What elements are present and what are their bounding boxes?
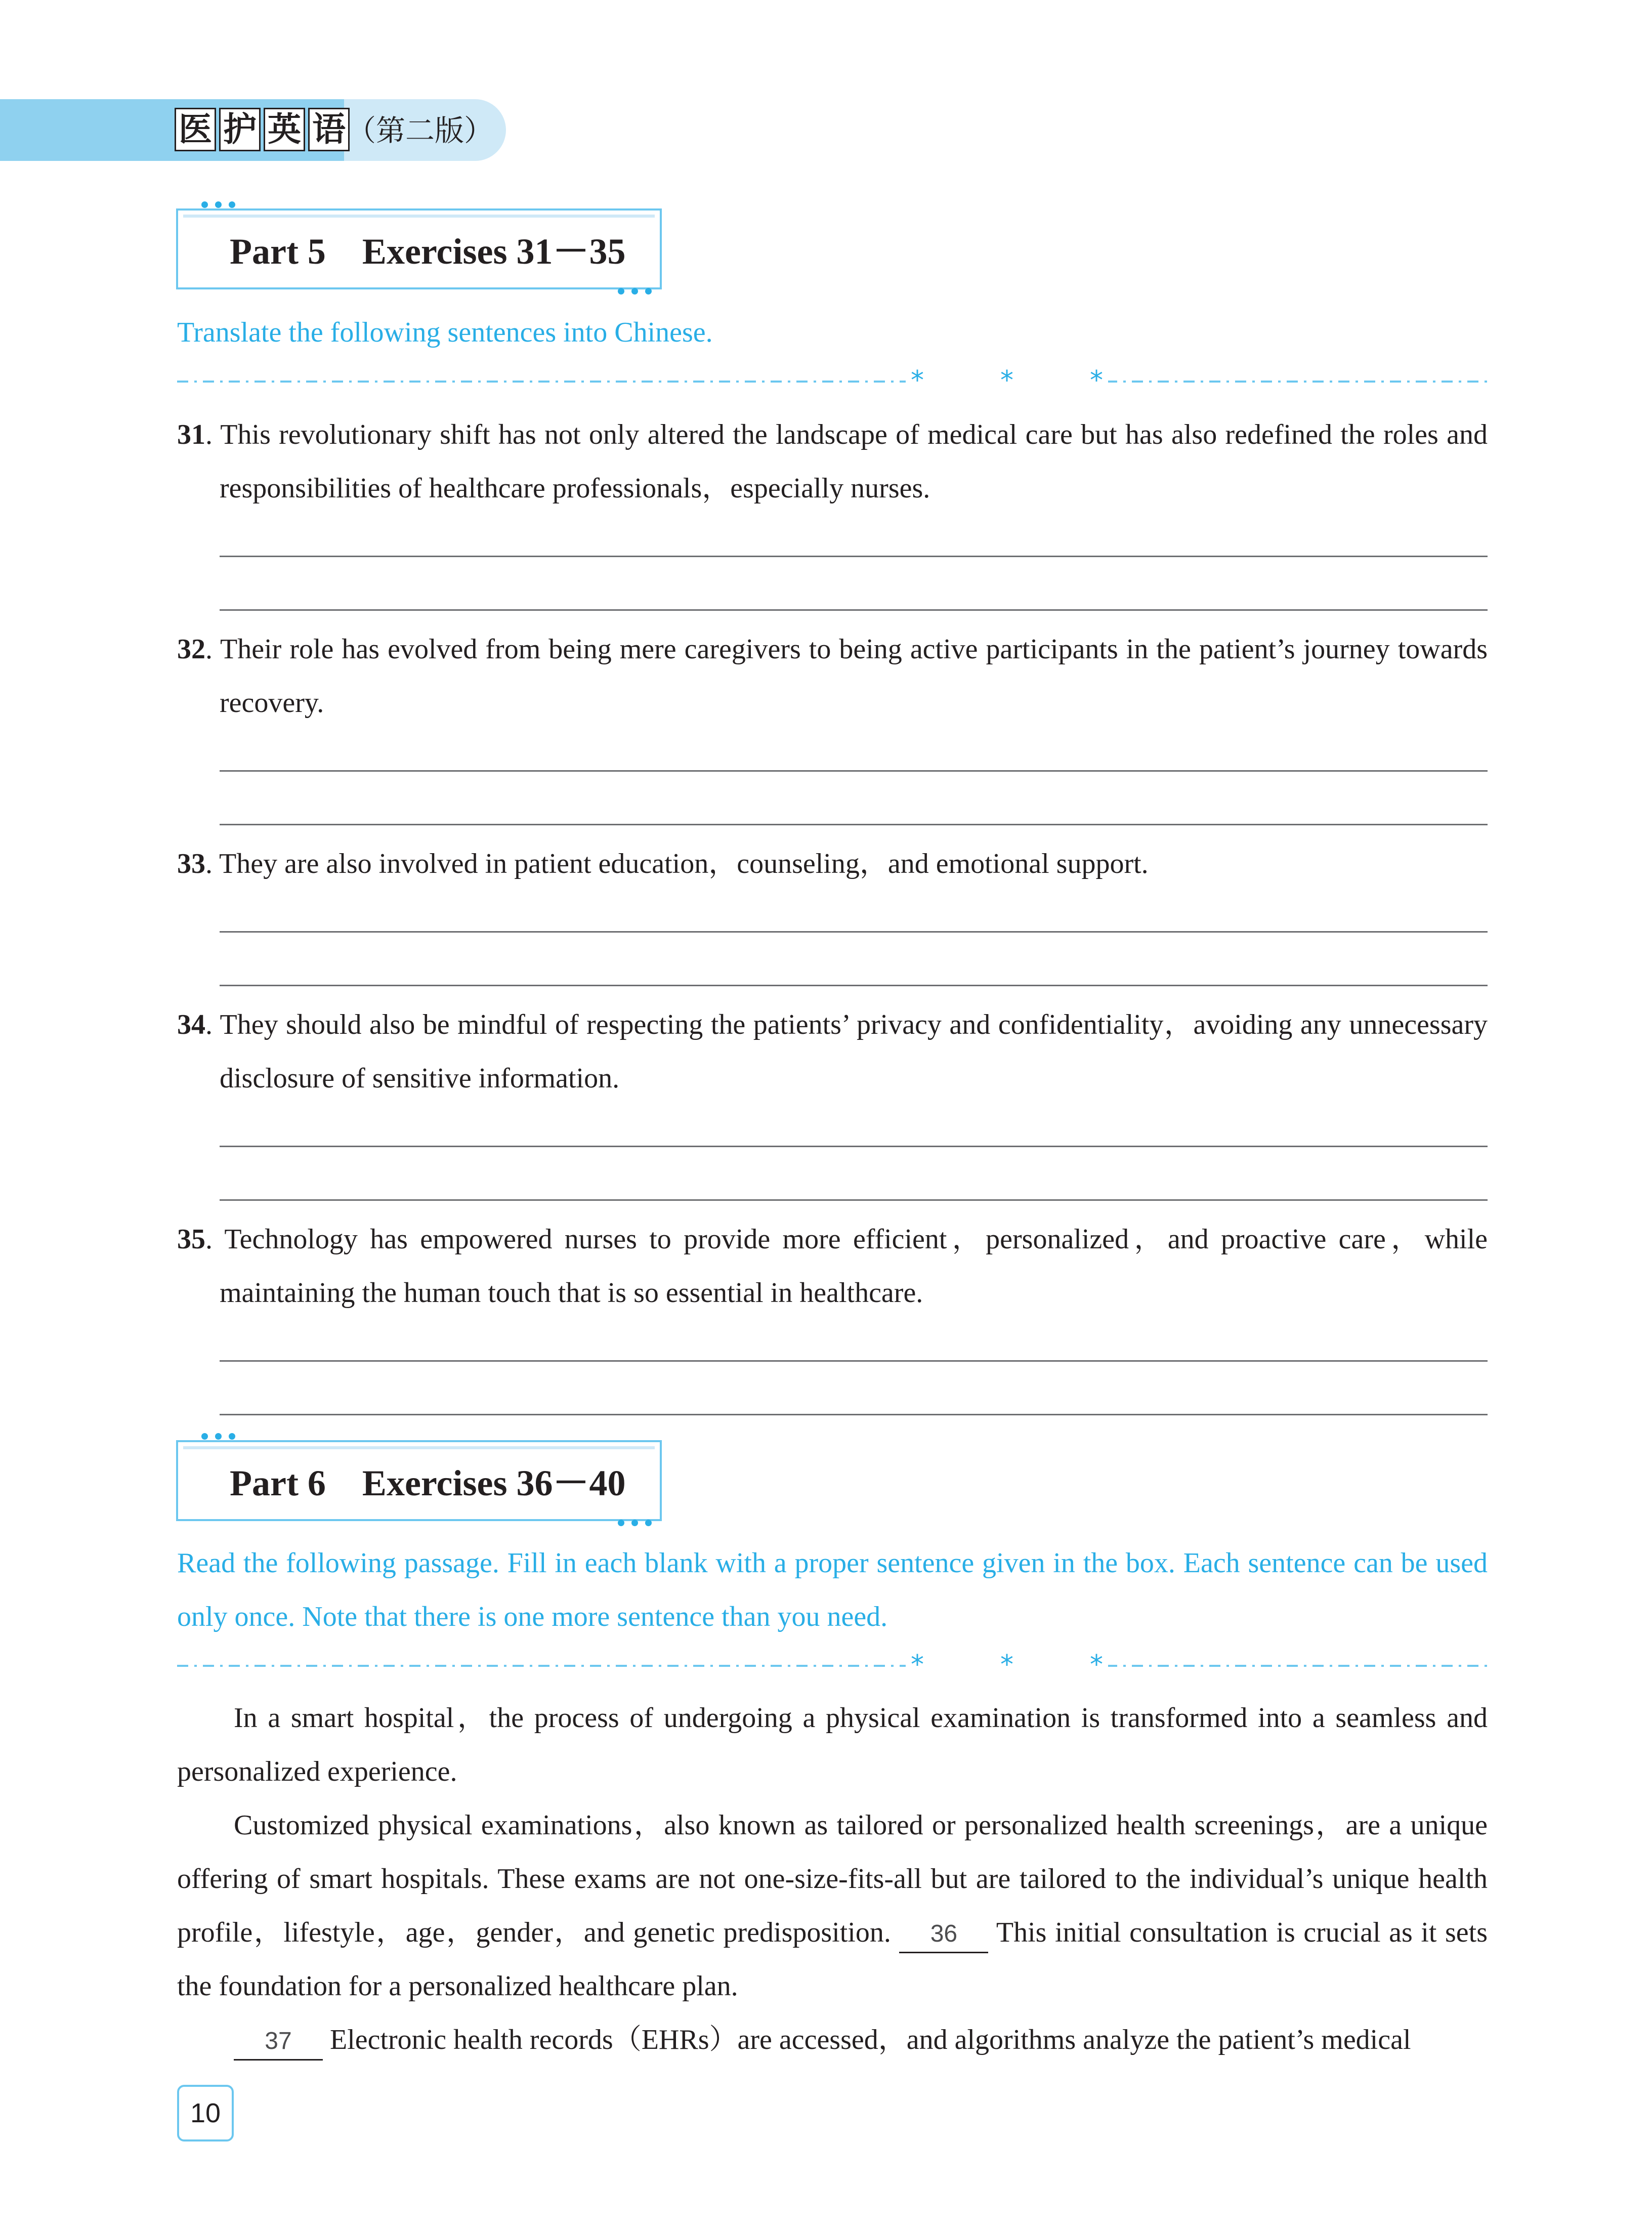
- question-number: 32: [177, 634, 205, 665]
- star-icon: *: [1000, 1650, 1013, 1680]
- star-icon: *: [911, 1650, 924, 1680]
- question-text: Technology has empowered nurses to provide more efficient，personalized，and proactive care，while maintaining the human touch that is so essential in healthcare.: [220, 1224, 1488, 1309]
- star-icon: *: [1000, 365, 1013, 396]
- answer-line[interactable]: [220, 1414, 1488, 1415]
- decor-dots: [618, 288, 652, 295]
- answer-line[interactable]: [220, 931, 1488, 933]
- question-text: This revolutionary shift has not only altered the landscape of medical care but has also redefined the roles and responsibilities of healthcare professionals，especially nurses.: [220, 419, 1488, 504]
- part5-title: Part 5 Exercises 31－35: [230, 231, 626, 272]
- passage-text: Customized physical examinations，also known as tailored or personalized health screenings，are a unique offering of smart hospitals. These exams are not one-size-fits-all but are tailored to the individual’s unique health profile，lifestyle，age，gender，and genetic predisposition.: [177, 1810, 1488, 1948]
- answer-line[interactable]: [220, 609, 1488, 611]
- decor-dots: [618, 1520, 652, 1526]
- question-35: 35. Technology has empowered nurses to provide more efficient，personalized，and proactive care，while maintaining the human touch that is so essential in healthcare.: [177, 1224, 1488, 1309]
- blank-36[interactable]: 36: [899, 1916, 988, 1953]
- question-number: 34: [177, 1009, 205, 1040]
- question-text: They are also involved in patient education，counseling，and emotional support.: [219, 848, 1149, 879]
- part6-title: Part 6 Exercises 36－40: [230, 1463, 626, 1503]
- passage-paragraph-1: In a smart hospital，the process of undergoing a physical examination is transformed into a seamless and personalized experience.: [177, 1702, 1488, 1787]
- passage-text: Electronic health records（EHRs）are accessed，and algorithms analyze the patient’s medical: [330, 2024, 1411, 2055]
- book-title-char: 护: [219, 108, 261, 151]
- answer-line[interactable]: [220, 556, 1488, 557]
- answer-line[interactable]: [220, 985, 1488, 986]
- book-title-char: 英: [264, 108, 305, 151]
- star-icon: *: [911, 365, 924, 396]
- part6-heading-box: [176, 1440, 662, 1521]
- blank-37[interactable]: 37: [234, 2024, 323, 2061]
- question-32: 32. Their role has evolved from being mere caregivers to being active participants in the patient’s journey towards recovery.: [177, 634, 1488, 719]
- page-number: 10: [177, 2085, 234, 2141]
- part5-heading-box: [176, 208, 662, 289]
- edition-label: （第二版）: [347, 113, 494, 148]
- question-text: They should also be mindful of respecting the patients’ privacy and confidentiality，avoiding any unnecessary disclosure of sensitive information.: [220, 1009, 1488, 1094]
- question-31: 31. This revolutionary shift has not only altered the landscape of medical care but has also redefined the roles and responsibilities of healthcare professionals，especially nurses.: [177, 419, 1488, 504]
- section-divider: [177, 1650, 1488, 1680]
- question-number: 33: [177, 848, 205, 879]
- passage-paragraph-3: [177, 2013, 1488, 2067]
- book-title-char: 医: [175, 108, 216, 151]
- book-title: [175, 108, 350, 152]
- question-number: 31: [177, 419, 205, 450]
- answer-line[interactable]: [220, 770, 1488, 772]
- section-divider: [177, 365, 1488, 396]
- answer-line[interactable]: [220, 1199, 1488, 1201]
- part6-instruction: Read the following passage. Fill in each blank with a proper sentence given in the box. Each sentence can be used only once. Note that there is one more sentence than you need.: [177, 1547, 1488, 1632]
- answer-line[interactable]: [220, 1360, 1488, 1362]
- question-33: 33. They are also involved in patient education，counseling，and emotional support.: [177, 848, 1149, 879]
- passage-paragraph-2: [177, 1798, 1488, 2013]
- answer-line[interactable]: [220, 1146, 1488, 1147]
- star-icon: *: [1090, 1650, 1103, 1680]
- book-title-char: 语: [308, 108, 350, 151]
- star-icon: *: [1090, 365, 1103, 396]
- answer-line[interactable]: [220, 824, 1488, 825]
- part5-instruction: Translate the following sentences into Chinese.: [177, 317, 713, 348]
- question-number: 35: [177, 1224, 205, 1255]
- question-text: Their role has evolved from being mere caregivers to being active participants in the patient’s journey towards recovery.: [220, 634, 1488, 719]
- decor-dots: [201, 201, 235, 208]
- passage-text: This initial consultation is crucial as it sets the foundation for a personalized healthcare plan.: [177, 1917, 1488, 2002]
- question-34: 34. They should also be mindful of respecting the patients’ privacy and confidentiality，avoiding any unnecessary disclosure of sensitive information.: [177, 1009, 1488, 1094]
- decor-dots: [201, 1433, 235, 1440]
